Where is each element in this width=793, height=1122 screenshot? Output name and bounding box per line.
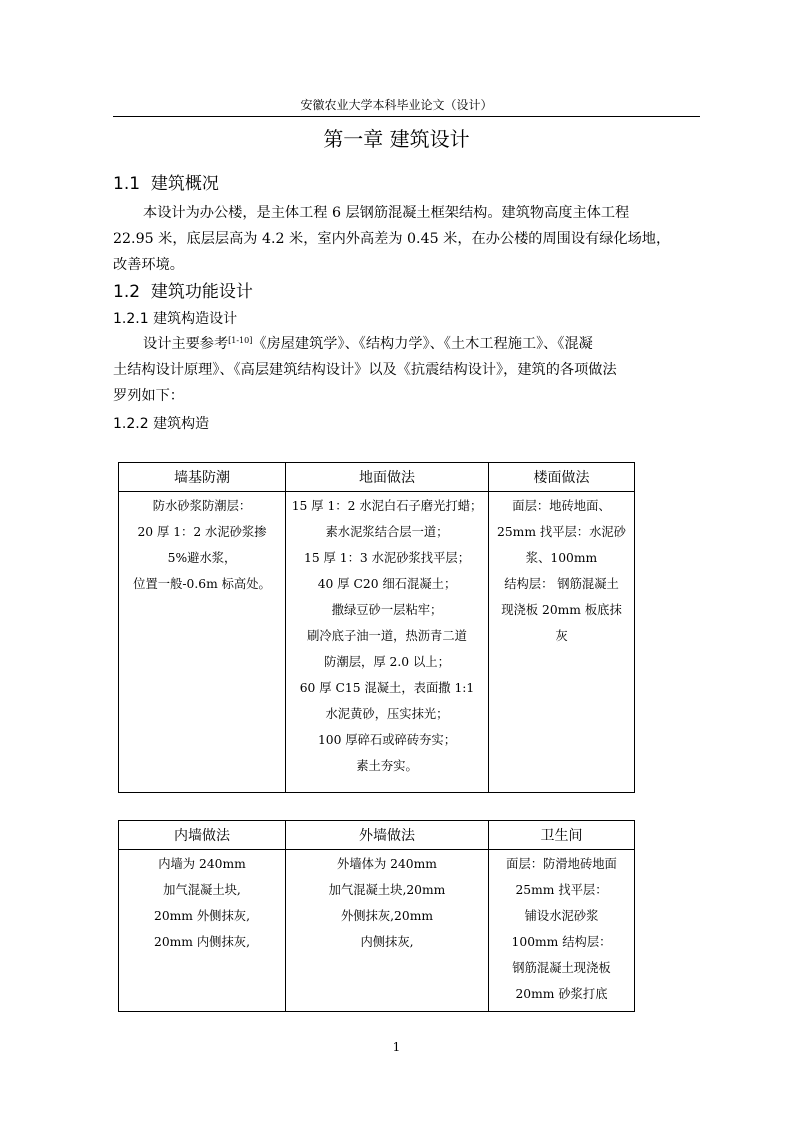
cell-line: 素水泥浆结合层一道；	[325, 525, 449, 539]
table-cell	[489, 850, 635, 1012]
header-rule	[113, 116, 700, 117]
cell-line: 面层：防滑地砖地面	[506, 857, 617, 871]
cell-line: 现浇板 20mm 板底抹	[501, 603, 622, 617]
section-number: 1.2	[113, 282, 141, 302]
table-cell	[119, 492, 286, 793]
cell-line: 结构层： 钢筋混凝土	[504, 577, 619, 591]
cell-line: 水泥黄砂，压实抹光；	[325, 707, 449, 721]
cell-line: 20 厚 1：2 水泥砂浆掺	[137, 525, 267, 539]
section-title: 建筑构造	[153, 416, 210, 432]
table-row	[119, 492, 635, 793]
cell-line: 20mm 内侧抹灰,	[154, 935, 250, 949]
cell-line: 40 厚 C20 细石混凝土；	[317, 577, 457, 591]
section-heading-1-1	[113, 173, 219, 195]
section-number: 1.2.2	[113, 416, 149, 432]
cell-line: 灰	[555, 629, 568, 643]
paragraph-line: 本设计为办公楼，是主体工程 6 层钢筋混凝土框架结构。建筑物高度主体工程	[143, 205, 630, 221]
table-header-row	[119, 821, 635, 850]
column-header: 内墙做法	[119, 821, 286, 850]
cell-line: 防潮层，厚 2.0 以上；	[324, 655, 450, 669]
paragraph-line: 罗列如下：	[113, 388, 184, 404]
citation-mark: [1-10]	[228, 336, 253, 345]
section-title: 建筑概况	[150, 174, 219, 194]
section-number: 1.1	[113, 174, 141, 194]
cell-line: 15 厚 1：2 水泥白石子磨光打蜡；	[291, 499, 483, 513]
cell-line: 25mm 找平层：	[515, 883, 608, 897]
table-row	[119, 850, 635, 1012]
cell-line: 内墙为 240mm	[158, 857, 246, 871]
table-header-row	[119, 463, 635, 492]
paragraph-overview	[113, 200, 700, 278]
column-header: 墙基防潮	[119, 463, 286, 492]
paragraph-line: 22.95 米，底层层高为 4.2 米，室内外高差为 0.45 米，在办公楼的周围设有绿化场地，	[113, 231, 671, 247]
section-heading-1-2	[113, 281, 253, 303]
table-cell	[119, 850, 286, 1012]
cell-line: 外侧抹灰,20mm	[340, 909, 434, 923]
cell-line: 60 厚 C15 混凝土，表面撒 1:1	[299, 681, 475, 695]
cell-line: 20mm 砂浆打底	[515, 987, 608, 1001]
table-cell	[286, 492, 489, 793]
cell-line: 20mm 外侧抹灰,	[154, 909, 250, 923]
section-title: 建筑功能设计	[150, 282, 253, 302]
chapter-title: 第一章 建筑设计	[323, 127, 470, 151]
cell-line: 浆、100mm	[525, 551, 598, 565]
column-header: 外墙做法	[286, 821, 489, 850]
running-header: 安徽农业大学本科毕业论文（设计）	[300, 98, 493, 112]
cell-line: 面层：地砖地面、	[512, 499, 611, 513]
paragraph-text: 设计主要参考	[143, 336, 229, 352]
column-header: 卫生间	[489, 821, 635, 850]
cell-line: 25mm 找平层：水泥砂	[497, 525, 626, 539]
cell-line: 防水砂浆防潮层：	[152, 499, 252, 513]
cell-line: 铺设水泥砂浆	[524, 909, 599, 923]
cell-line: 加气混凝土块,	[163, 883, 241, 897]
section-number: 1.2.1	[113, 311, 149, 327]
section-heading-1-2-2	[113, 415, 209, 433]
cell-line: 100 厚碎石或碎砖夯实；	[317, 733, 457, 747]
paragraph-line: 改善环境。	[113, 257, 184, 273]
cell-line: 钢筋混凝土现浇板	[512, 961, 611, 975]
table-cell	[489, 492, 635, 793]
cell-line: 15 厚 1：3 水泥砂浆找平层；	[304, 551, 470, 565]
cell-line: 100mm 结构层：	[511, 935, 612, 949]
cell-line: 外墙体为 240mm	[337, 857, 437, 871]
table-cell	[286, 850, 489, 1012]
column-header: 楼面做法	[489, 463, 635, 492]
column-header: 地面做法	[286, 463, 489, 492]
cell-line: 5%避水浆，	[167, 551, 237, 565]
cell-line: 撒绿豆砂一层粘牢；	[331, 603, 443, 617]
paragraph-text: 《房屋建筑学》、《结构力学》、《土木工程施工》、《混凝	[252, 336, 593, 352]
page-number: 1	[392, 1040, 401, 1054]
section-title: 建筑构造设计	[153, 311, 238, 327]
paragraph-line: 土结构设计原理》、《高层建筑结构设计》以及《抗震结构设计》，建筑的各项做法	[113, 362, 617, 378]
cell-line: 加气混凝土块,20mm	[328, 883, 446, 897]
paragraph-references	[113, 331, 700, 409]
cell-line: 位置一般-0.6m 标高处。	[133, 577, 271, 591]
cell-line: 内侧抹灰,	[360, 935, 414, 949]
paragraph-line	[113, 331, 700, 357]
cell-line: 素土夯实。	[356, 759, 418, 773]
construction-table-1	[118, 462, 635, 793]
cell-line: 刷冷底子油一道，热沥青二道	[307, 629, 467, 643]
section-heading-1-2-1	[113, 310, 237, 328]
construction-table-2	[118, 820, 635, 1012]
